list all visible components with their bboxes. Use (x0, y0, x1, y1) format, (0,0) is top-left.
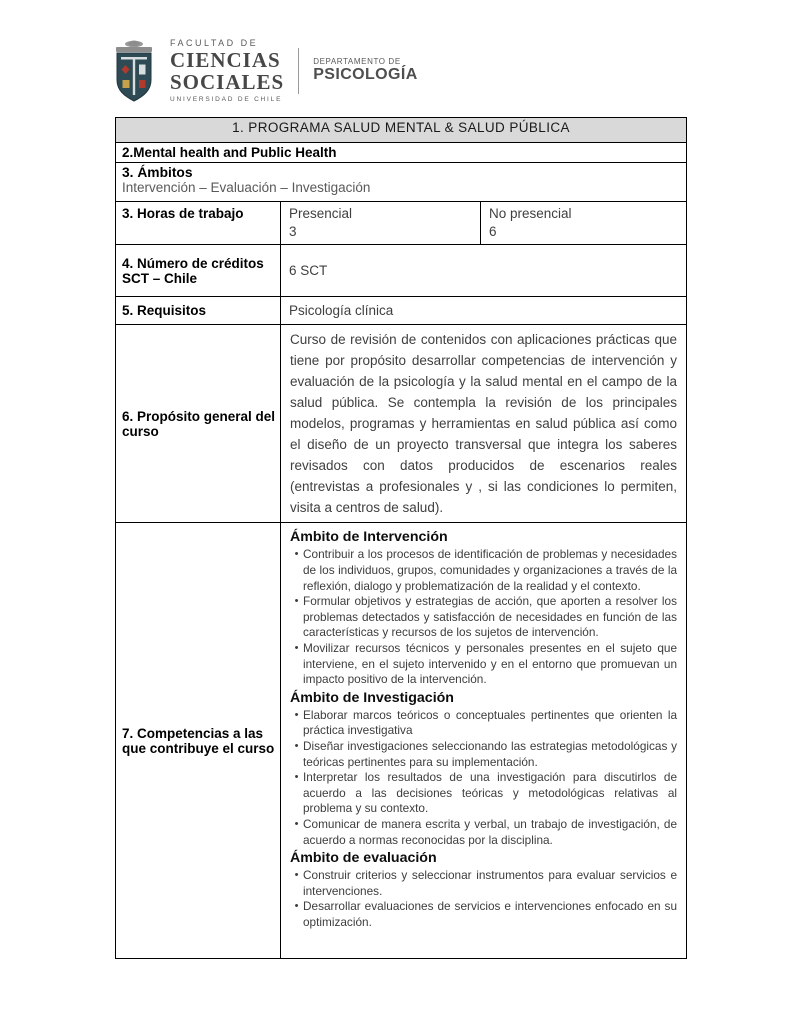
bullet-item (290, 739, 677, 770)
competencias-label: 7. Competencias a las que contribuye el curso (116, 523, 281, 959)
requisitos-row (116, 297, 687, 325)
bullet-icon: • (294, 548, 299, 561)
requisitos-value: Psicología clínica (289, 303, 394, 319)
creditos-row (116, 245, 687, 297)
bullet-text: Contribuir a los procesos de identificación de problemas y necesidades de los individuos, grupos, comunidades y organizaciones a través de la reflexión, dialogo y problematización de la realidad y el contexto. (303, 547, 678, 593)
bullet-icon: • (294, 642, 299, 654)
bullet-icon: • (294, 739, 299, 752)
bullet-icon: • (294, 817, 299, 830)
presencial-value: 3 (289, 224, 297, 240)
competencias-content (281, 523, 687, 959)
bullet-icon: • (294, 771, 299, 784)
department-title: PSICOLOGÍA (313, 66, 418, 84)
bullet-item (290, 770, 677, 817)
title-row (116, 118, 687, 143)
presencial-label: Presencial (289, 206, 353, 221)
bullet-icon: • (294, 708, 299, 721)
bullet-icon: • (294, 900, 299, 913)
faculty-line-2: SOCIALES (170, 69, 285, 94)
bullet-icon: • (294, 869, 299, 882)
university-shield-logo (108, 38, 160, 104)
department-prefix: DEPARTAMENTO DE (313, 57, 401, 67)
bullet-item (290, 899, 677, 930)
faculty-line-1: CIENCIAS (170, 47, 281, 72)
creditos-value-cell (281, 245, 687, 297)
ambitos-cell (116, 163, 687, 202)
ambitos-value: Intervención – Evaluación – Investigación (122, 180, 371, 195)
faculty-name (170, 39, 284, 103)
bullet-text: Movilizar recursos técnicos y personales presentes en el sujeto que interviene, en el sujeto intervenido y en el entorno que promuevan un impacto positivo de la intervención. (303, 641, 678, 687)
bullet-text: Interpretar los resultados de una investigación para discutirlos de acuerdo a las decisiones teóricas y metodológicas relativas al problema y su contexto. (303, 770, 678, 816)
no-presencial-cell (481, 202, 687, 245)
requisitos-label: 5. Requisitos (116, 297, 281, 325)
department-name (313, 57, 417, 85)
bullet-item (290, 868, 677, 899)
course-title-english: 2.Mental health and Public Health (116, 143, 687, 163)
bullet-item (290, 817, 677, 848)
bullet-text: Comunicar de manera escrita y verbal, un trabajo de investigación, de acuerdo a normas reconocidas por la disciplina. (303, 816, 678, 847)
course-title: 1. PROGRAMA SALUD MENTAL & SALUD PÚBLICA (116, 118, 687, 143)
no-presencial-value: 6 (489, 224, 497, 240)
bullet-item (290, 547, 677, 594)
requisitos-value-cell (281, 297, 687, 325)
horas-label: 3. Horas de trabajo (116, 202, 281, 245)
bullet-text: Elaborar marcos teóricos o conceptuales pertinentes que orienten la práctica investigativa (303, 707, 678, 738)
university-name: UNIVERSIDAD DE CHILE (170, 95, 283, 103)
bullet-text: Diseñar investigaciones seleccionando las estrategias metodológicas y teóricas pertinentes para su implementación. (303, 738, 678, 769)
ambito-intervencion-heading: Ámbito de Intervención (290, 529, 448, 546)
presencial-cell (281, 202, 481, 245)
bullet-text: Desarrollar evaluaciones de servicios e intervenciones enfocado en su optimización. (303, 899, 678, 929)
bullet-text: Construir criterios y seleccionar instrumentos para evaluar servicios e intervenciones. (303, 868, 678, 898)
competencias-row (116, 523, 687, 959)
creditos-value: 6 SCT (289, 263, 328, 279)
logo-divider (298, 48, 299, 94)
bullet-item (290, 641, 677, 688)
ambito-evaluacion-heading: Ámbito de evaluación (290, 850, 437, 867)
faculty-prefix: FACULTAD DE (170, 37, 259, 48)
logo-block (108, 36, 418, 106)
english-title-row (116, 143, 687, 163)
bullet-icon: • (294, 595, 299, 608)
bullet-item (290, 594, 677, 641)
bullet-text: Formular objetivos y estrategias de acción, que aporten a resolver los problemas detectados y satisfacción de necesidades en función de las características y recursos de los sujetos de intervención. (303, 594, 678, 640)
ambito-investigacion-heading: Ámbito de Investigación (290, 689, 454, 706)
proposito-row (116, 325, 687, 523)
ambitos-label: 3. Ámbitos (122, 165, 193, 180)
bullet-item (290, 708, 677, 739)
proposito-text: Curso de revisión de contenidos con aplicaciones prácticas que tiene por propósito desarrollar competencias de intervención y evaluación de la psicología y la salud mental en el campo de la salud pública. Se contempla la revisión de los principales modelos, programas y herramientas en salud pública así como el diseño de un proyecto transversal que integra los saberes revisados con datos producidos de escenarios reales (entrevistas a profesionales y , si las condiciones lo permiten, visita a centros de salud). (281, 325, 687, 523)
course-program-table (115, 117, 687, 959)
ambitos-row (116, 163, 687, 202)
proposito-label: 6. Propósito general del curso (116, 325, 281, 523)
no-presencial-label: No presencial (489, 206, 572, 221)
creditos-label: 4. Número de créditos SCT – Chile (116, 245, 281, 297)
horas-row (116, 202, 687, 245)
